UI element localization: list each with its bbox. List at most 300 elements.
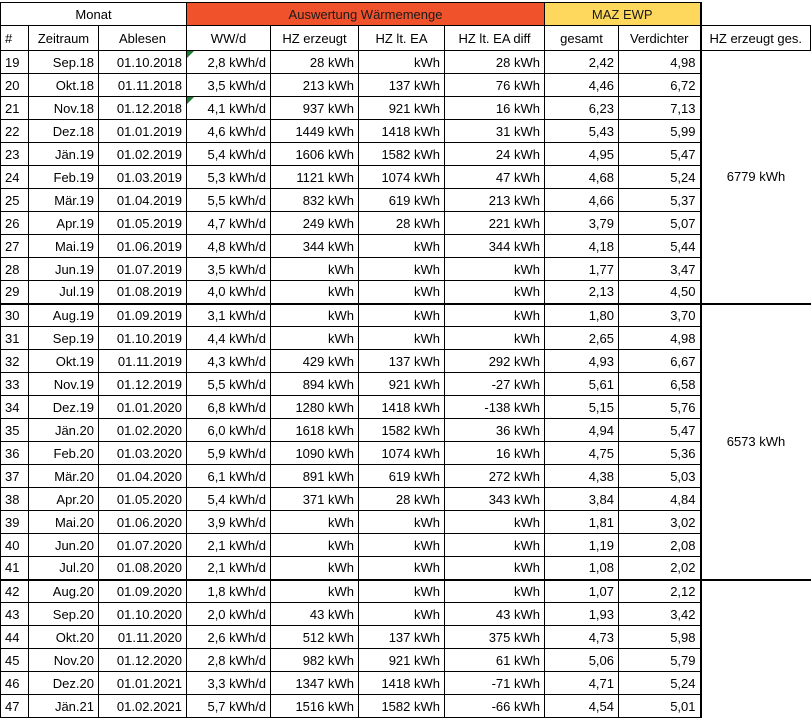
cell-ww[interactable]: 2,1 kWh/d — [187, 534, 271, 557]
cell-zeitraum[interactable]: Jul.19 — [29, 281, 99, 304]
cell-ww[interactable]: 6,8 kWh/d — [187, 396, 271, 419]
cell-hz[interactable]: kWh — [271, 557, 359, 580]
cell-nr[interactable]: 33 — [1, 373, 29, 396]
cell-hz[interactable]: kWh — [271, 580, 359, 603]
cell-hz[interactable]: 1090 kWh — [271, 442, 359, 465]
cell-ea[interactable]: 1418 kWh — [359, 672, 445, 695]
cell-verdichter[interactable]: 5,47 — [619, 419, 701, 442]
cell-ablesen[interactable]: 01.10.2020 — [99, 603, 187, 626]
cell-ea[interactable]: kWh — [359, 534, 445, 557]
cell-verdichter[interactable]: 2,02 — [619, 557, 701, 580]
table-row — [1, 350, 811, 373]
cell-nr[interactable]: 36 — [1, 442, 29, 465]
cell-diff[interactable]: 47 kWh — [445, 166, 545, 189]
cell-gesamt[interactable]: 1,81 — [545, 511, 619, 534]
cell-gesamt[interactable]: 6,23 — [545, 97, 619, 120]
cell-ww[interactable]: 5,4 kWh/d — [187, 488, 271, 511]
cell-ww[interactable]: 4,6 kWh/d — [187, 120, 271, 143]
cell-diff[interactable]: 24 kWh — [445, 143, 545, 166]
cell-diff[interactable]: kWh — [445, 258, 545, 281]
cell-gesamt[interactable]: 4,95 — [545, 143, 619, 166]
cell-nr[interactable]: 44 — [1, 626, 29, 649]
col-header-ablesen: Ablesen — [99, 26, 187, 51]
cell-diff[interactable]: kWh — [445, 534, 545, 557]
cell-hz[interactable]: 429 kWh — [271, 350, 359, 373]
cell-ablesen[interactable]: 01.02.2020 — [99, 419, 187, 442]
cell-hz[interactable]: 937 kWh — [271, 97, 359, 120]
cell-zeitraum[interactable]: Aug.19 — [29, 304, 99, 327]
cell-hz[interactable]: 1347 kWh — [271, 672, 359, 695]
cell-diff[interactable]: 76 kWh — [445, 74, 545, 97]
cell-diff[interactable]: 343 kWh — [445, 488, 545, 511]
cell-verdichter[interactable]: 6,67 — [619, 350, 701, 373]
cell-ablesen[interactable]: 01.07.2020 — [99, 534, 187, 557]
cell-verdichter[interactable]: 5,79 — [619, 649, 701, 672]
cell-ww[interactable]: 5,4 kWh/d — [187, 143, 271, 166]
cell-ea[interactable]: 921 kWh — [359, 97, 445, 120]
cell-verdichter[interactable]: 5,47 — [619, 143, 701, 166]
cell-zeitraum[interactable]: Sep.19 — [29, 327, 99, 350]
cell-ablesen[interactable]: 01.04.2019 — [99, 189, 187, 212]
table-row — [1, 258, 811, 281]
cell-verdichter[interactable]: 5,24 — [619, 166, 701, 189]
cell-nr[interactable]: 32 — [1, 350, 29, 373]
cell-nr[interactable]: 22 — [1, 120, 29, 143]
table-row — [1, 557, 811, 580]
cell-ablesen[interactable]: 01.01.2019 — [99, 120, 187, 143]
cell-ablesen[interactable]: 01.09.2019 — [99, 304, 187, 327]
cell-ablesen[interactable]: 01.11.2018 — [99, 74, 187, 97]
cell-hz[interactable]: 512 kWh — [271, 626, 359, 649]
col-header-zeitraum: Zeitraum — [29, 26, 99, 51]
cell-hz[interactable]: kWh — [271, 511, 359, 534]
cell-diff[interactable]: -27 kWh — [445, 373, 545, 396]
cell-nr[interactable]: 37 — [1, 465, 29, 488]
table-row — [1, 74, 811, 97]
heat-data-table — [0, 2, 811, 718]
cell-verdichter[interactable]: 3,70 — [619, 304, 701, 327]
cell-hz[interactable]: 249 kWh — [271, 212, 359, 235]
cell-ablesen[interactable]: 01.06.2019 — [99, 235, 187, 258]
cell-zeitraum[interactable]: Sep.18 — [29, 51, 99, 74]
cell-ablesen[interactable]: 01.12.2020 — [99, 649, 187, 672]
cell-verdichter[interactable]: 5,99 — [619, 120, 701, 143]
cell-diff[interactable]: kWh — [445, 327, 545, 350]
cell-ww[interactable]: 2,0 kWh/d — [187, 603, 271, 626]
cell-zeitraum[interactable]: Jän.19 — [29, 143, 99, 166]
table-row — [1, 51, 811, 74]
cell-nr[interactable]: 25 — [1, 189, 29, 212]
cell-gesamt[interactable]: 1,19 — [545, 534, 619, 557]
cell-ablesen[interactable]: 01.02.2021 — [99, 695, 187, 718]
cell-diff[interactable]: 28 kWh — [445, 51, 545, 74]
cell-ea[interactable]: 28 kWh — [359, 212, 445, 235]
cell-zeitraum[interactable]: Apr.19 — [29, 212, 99, 235]
total-year-2: 6573 kWh — [701, 304, 811, 580]
cell-hz[interactable]: kWh — [271, 304, 359, 327]
cell-zeitraum[interactable]: Okt.18 — [29, 74, 99, 97]
cell-ww[interactable]: 4,1 kWh/d — [187, 97, 271, 120]
cell-zeitraum[interactable]: Jän.21 — [29, 695, 99, 718]
cell-zeitraum[interactable]: Feb.20 — [29, 442, 99, 465]
cell-hz[interactable]: 891 kWh — [271, 465, 359, 488]
cell-nr[interactable]: 28 — [1, 258, 29, 281]
cell-diff[interactable]: 344 kWh — [445, 235, 545, 258]
cell-ablesen[interactable]: 01.01.2021 — [99, 672, 187, 695]
cell-zeitraum[interactable]: Aug.20 — [29, 580, 99, 603]
cell-ea[interactable]: 619 kWh — [359, 465, 445, 488]
cell-ww[interactable]: 5,5 kWh/d — [187, 373, 271, 396]
cell-ww[interactable]: 4,8 kWh/d — [187, 235, 271, 258]
cell-ea[interactable]: kWh — [359, 281, 445, 304]
cell-ea[interactable]: 1074 kWh — [359, 166, 445, 189]
cell-ww[interactable]: 2,8 kWh/d — [187, 51, 271, 74]
cell-ea[interactable]: kWh — [359, 580, 445, 603]
table-row — [1, 304, 811, 327]
cell-hz[interactable]: 894 kWh — [271, 373, 359, 396]
cell-hz[interactable]: kWh — [271, 327, 359, 350]
cell-ea[interactable]: kWh — [359, 557, 445, 580]
cell-ablesen[interactable]: 01.12.2019 — [99, 373, 187, 396]
cell-gesamt[interactable]: 2,42 — [545, 51, 619, 74]
cell-nr[interactable]: 30 — [1, 304, 29, 327]
cell-gesamt[interactable]: 4,66 — [545, 189, 619, 212]
cell-ww[interactable]: 2,6 kWh/d — [187, 626, 271, 649]
cell-nr[interactable]: 47 — [1, 695, 29, 718]
cell-zeitraum[interactable]: Okt.19 — [29, 350, 99, 373]
cell-verdichter[interactable]: 4,50 — [619, 281, 701, 304]
cell-ablesen[interactable]: 01.04.2020 — [99, 465, 187, 488]
cell-verdichter[interactable]: 5,44 — [619, 235, 701, 258]
table-row — [1, 465, 811, 488]
cell-diff[interactable]: 213 kWh — [445, 189, 545, 212]
cell-gesamt[interactable]: 5,61 — [545, 373, 619, 396]
cell-verdichter[interactable]: 5,37 — [619, 189, 701, 212]
table-row — [1, 534, 811, 557]
cell-ea[interactable]: kWh — [359, 235, 445, 258]
cell-ablesen[interactable]: 01.11.2020 — [99, 626, 187, 649]
cell-ea[interactable]: kWh — [359, 327, 445, 350]
cell-gesamt[interactable]: 1,80 — [545, 304, 619, 327]
cell-diff[interactable]: kWh — [445, 281, 545, 304]
cell-zeitraum[interactable]: Sep.20 — [29, 603, 99, 626]
cell-nr[interactable]: 31 — [1, 327, 29, 350]
header-maz: MAZ EWP — [545, 3, 701, 26]
cell-gesamt[interactable]: 1,08 — [545, 557, 619, 580]
table-row — [1, 695, 811, 718]
cell-hz[interactable]: 1516 kWh — [271, 695, 359, 718]
cell-gesamt[interactable]: 4,93 — [545, 350, 619, 373]
cell-ablesen[interactable]: 01.09.2020 — [99, 580, 187, 603]
cell-ea[interactable]: 1582 kWh — [359, 419, 445, 442]
cell-hz[interactable]: 1618 kWh — [271, 419, 359, 442]
cell-gesamt[interactable]: 5,06 — [545, 649, 619, 672]
cell-gesamt[interactable]: 5,15 — [545, 396, 619, 419]
cell-verdichter[interactable]: 4,98 — [619, 51, 701, 74]
cell-zeitraum[interactable]: Jän.20 — [29, 419, 99, 442]
cell-ww[interactable]: 6,0 kWh/d — [187, 419, 271, 442]
cell-hz[interactable]: 1449 kWh — [271, 120, 359, 143]
cell-gesamt[interactable]: 4,94 — [545, 419, 619, 442]
cell-zeitraum[interactable]: Apr.20 — [29, 488, 99, 511]
table-row — [1, 235, 811, 258]
cell-verdichter[interactable]: 3,42 — [619, 603, 701, 626]
cell-ww[interactable]: 4,4 kWh/d — [187, 327, 271, 350]
cell-hz[interactable]: 1121 kWh — [271, 166, 359, 189]
cell-verdichter[interactable]: 3,02 — [619, 511, 701, 534]
table-row — [1, 672, 811, 695]
cell-hz[interactable]: kWh — [271, 281, 359, 304]
cell-verdichter[interactable]: 4,98 — [619, 327, 701, 350]
cell-verdichter[interactable]: 7,13 — [619, 97, 701, 120]
cell-ww[interactable]: 4,0 kWh/d — [187, 281, 271, 304]
cell-ablesen[interactable]: 01.02.2019 — [99, 143, 187, 166]
cell-diff[interactable]: 221 kWh — [445, 212, 545, 235]
cell-nr[interactable]: 24 — [1, 166, 29, 189]
cell-hz[interactable]: 344 kWh — [271, 235, 359, 258]
cell-gesamt[interactable]: 1,07 — [545, 580, 619, 603]
cell-nr[interactable]: 27 — [1, 235, 29, 258]
table-row — [1, 212, 811, 235]
cell-ea[interactable]: 137 kWh — [359, 74, 445, 97]
col-header-hz-erzeugt: HZ erzeugt — [271, 26, 359, 51]
cell-zeitraum[interactable]: Feb.19 — [29, 166, 99, 189]
cell-zeitraum[interactable]: Jul.20 — [29, 557, 99, 580]
col-header-nr: # — [1, 26, 29, 51]
cell-hz[interactable]: 1280 kWh — [271, 396, 359, 419]
cell-ablesen[interactable]: 01.11.2019 — [99, 350, 187, 373]
cell-diff[interactable]: -138 kWh — [445, 396, 545, 419]
cell-nr[interactable]: 23 — [1, 143, 29, 166]
cell-verdichter[interactable]: 2,12 — [619, 580, 701, 603]
cell-diff[interactable]: kWh — [445, 511, 545, 534]
cell-nr[interactable]: 42 — [1, 580, 29, 603]
col-header-ww: WW/d — [187, 26, 271, 51]
cell-nr[interactable]: 40 — [1, 534, 29, 557]
table-row — [1, 396, 811, 419]
cell-diff[interactable]: -71 kWh — [445, 672, 545, 695]
cell-zeitraum[interactable]: Dez.20 — [29, 672, 99, 695]
col-header-hz-ges: HZ erzeugt ges. — [701, 26, 811, 51]
cell-ea[interactable]: 1582 kWh — [359, 143, 445, 166]
cell-ablesen[interactable]: 01.06.2020 — [99, 511, 187, 534]
cell-ablesen[interactable]: 01.08.2020 — [99, 557, 187, 580]
cell-gesamt[interactable]: 5,43 — [545, 120, 619, 143]
cell-diff[interactable]: -66 kWh — [445, 695, 545, 718]
cell-ww[interactable]: 1,8 kWh/d — [187, 580, 271, 603]
cell-ablesen[interactable]: 01.08.2019 — [99, 281, 187, 304]
cell-nr[interactable]: 26 — [1, 212, 29, 235]
cell-diff[interactable]: 375 kWh — [445, 626, 545, 649]
cell-verdichter[interactable]: 5,76 — [619, 396, 701, 419]
cell-nr[interactable]: 34 — [1, 396, 29, 419]
cell-hz[interactable]: 832 kWh — [271, 189, 359, 212]
cell-verdichter[interactable]: 5,01 — [619, 695, 701, 718]
cell-nr[interactable]: 20 — [1, 74, 29, 97]
cell-diff[interactable]: 43 kWh — [445, 603, 545, 626]
cell-hz[interactable]: 1606 kWh — [271, 143, 359, 166]
table-row — [1, 603, 811, 626]
cell-ww[interactable]: 4,3 kWh/d — [187, 350, 271, 373]
cell-ww[interactable]: 3,5 kWh/d — [187, 74, 271, 97]
cell-verdichter[interactable]: 5,24 — [619, 672, 701, 695]
cell-diff[interactable]: 36 kWh — [445, 419, 545, 442]
cell-zeitraum[interactable]: Nov.18 — [29, 97, 99, 120]
cell-ablesen[interactable]: 01.05.2020 — [99, 488, 187, 511]
cell-zeitraum[interactable]: Dez.18 — [29, 120, 99, 143]
cell-ea[interactable]: 1418 kWh — [359, 120, 445, 143]
cell-diff[interactable]: 61 kWh — [445, 649, 545, 672]
cell-diff[interactable]: 16 kWh — [445, 442, 545, 465]
cell-diff[interactable]: 272 kWh — [445, 465, 545, 488]
cell-gesamt[interactable]: 4,75 — [545, 442, 619, 465]
cell-nr[interactable]: 41 — [1, 557, 29, 580]
table-row — [1, 373, 811, 396]
cell-verdichter[interactable]: 3,47 — [619, 258, 701, 281]
cell-nr[interactable]: 35 — [1, 419, 29, 442]
cell-hz[interactable]: 43 kWh — [271, 603, 359, 626]
table-row — [1, 419, 811, 442]
cell-diff[interactable]: kWh — [445, 580, 545, 603]
cell-gesamt[interactable]: 2,13 — [545, 281, 619, 304]
cell-verdichter[interactable]: 6,72 — [619, 74, 701, 97]
cell-diff[interactable]: 16 kWh — [445, 97, 545, 120]
cell-gesamt[interactable]: 4,54 — [545, 695, 619, 718]
cell-diff[interactable]: kWh — [445, 304, 545, 327]
cell-diff[interactable]: 31 kWh — [445, 120, 545, 143]
cell-nr[interactable]: 46 — [1, 672, 29, 695]
cell-zeitraum[interactable]: Mär.20 — [29, 465, 99, 488]
cell-hz[interactable]: 28 kWh — [271, 51, 359, 74]
cell-ablesen[interactable]: 01.01.2020 — [99, 396, 187, 419]
cell-hz[interactable]: 371 kWh — [271, 488, 359, 511]
table-row — [1, 143, 811, 166]
col-header-hz-diff: HZ lt. EA diff — [445, 26, 545, 51]
table-row — [1, 488, 811, 511]
cell-gesamt[interactable]: 4,18 — [545, 235, 619, 258]
cell-ww[interactable]: 5,3 kWh/d — [187, 166, 271, 189]
cell-ablesen[interactable]: 01.03.2020 — [99, 442, 187, 465]
cell-zeitraum[interactable]: Mär.19 — [29, 189, 99, 212]
table-row — [1, 189, 811, 212]
cell-nr[interactable]: 21 — [1, 97, 29, 120]
cell-ea[interactable]: 619 kWh — [359, 189, 445, 212]
table-row — [1, 626, 811, 649]
cell-ablesen[interactable]: 01.07.2019 — [99, 258, 187, 281]
cell-ablesen[interactable]: 01.05.2019 — [99, 212, 187, 235]
cell-gesamt[interactable]: 4,71 — [545, 672, 619, 695]
cell-ea[interactable]: 28 kWh — [359, 488, 445, 511]
cell-hz[interactable]: 982 kWh — [271, 649, 359, 672]
cell-ablesen[interactable]: 01.10.2018 — [99, 51, 187, 74]
cell-verdichter[interactable]: 4,84 — [619, 488, 701, 511]
cell-gesamt[interactable]: 4,73 — [545, 626, 619, 649]
cell-verdichter[interactable]: 2,08 — [619, 534, 701, 557]
cell-zeitraum[interactable]: Nov.20 — [29, 649, 99, 672]
table-row — [1, 511, 811, 534]
cell-ww[interactable]: 5,9 kWh/d — [187, 442, 271, 465]
cell-ea[interactable]: 921 kWh — [359, 649, 445, 672]
cell-hz[interactable]: kWh — [271, 534, 359, 557]
cell-gesamt[interactable]: 3,79 — [545, 212, 619, 235]
cell-gesamt[interactable]: 2,65 — [545, 327, 619, 350]
cell-zeitraum[interactable]: Jun.19 — [29, 258, 99, 281]
cell-diff[interactable]: kWh — [445, 557, 545, 580]
cell-gesamt[interactable]: 4,46 — [545, 74, 619, 97]
cell-diff[interactable]: 292 kWh — [445, 350, 545, 373]
total-year-3-empty — [701, 580, 811, 718]
cell-gesamt[interactable]: 4,38 — [545, 465, 619, 488]
cell-ww[interactable]: 5,5 kWh/d — [187, 189, 271, 212]
cell-nr[interactable]: 29 — [1, 281, 29, 304]
table-row — [1, 120, 811, 143]
cell-hz[interactable]: kWh — [271, 258, 359, 281]
cell-ea[interactable]: 921 kWh — [359, 373, 445, 396]
cell-ww[interactable]: 3,1 kWh/d — [187, 304, 271, 327]
cell-gesamt[interactable]: 3,84 — [545, 488, 619, 511]
cell-ea[interactable]: 1074 kWh — [359, 442, 445, 465]
cell-ea[interactable]: kWh — [359, 511, 445, 534]
cell-ea[interactable]: 137 kWh — [359, 626, 445, 649]
col-header-gesamt: gesamt — [545, 26, 619, 51]
header-auswertung: Auswertung Wärmemenge — [187, 3, 545, 26]
cell-zeitraum[interactable]: Jun.20 — [29, 534, 99, 557]
cell-zeitraum[interactable]: Nov.19 — [29, 373, 99, 396]
table-row — [1, 97, 811, 120]
cell-ww[interactable]: 2,8 kWh/d — [187, 649, 271, 672]
cell-ea[interactable]: kWh — [359, 603, 445, 626]
cell-ablesen[interactable]: 01.03.2019 — [99, 166, 187, 189]
col-header-verdichter: Verdichter — [619, 26, 701, 51]
cell-zeitraum[interactable]: Mai.19 — [29, 235, 99, 258]
cell-ww[interactable]: 5,7 kWh/d — [187, 695, 271, 718]
cell-ea[interactable]: kWh — [359, 258, 445, 281]
cell-verdichter[interactable]: 5,98 — [619, 626, 701, 649]
cell-ea[interactable]: 137 kWh — [359, 350, 445, 373]
cell-zeitraum[interactable]: Okt.20 — [29, 626, 99, 649]
cell-verdichter[interactable]: 5,07 — [619, 212, 701, 235]
cell-ww[interactable]: 6,1 kWh/d — [187, 465, 271, 488]
cell-hz[interactable]: 213 kWh — [271, 74, 359, 97]
cell-ablesen[interactable]: 01.10.2019 — [99, 327, 187, 350]
col-header-hz-ea: HZ lt. EA — [359, 26, 445, 51]
cell-nr[interactable]: 39 — [1, 511, 29, 534]
cell-ablesen[interactable]: 01.12.2018 — [99, 97, 187, 120]
cell-ea[interactable]: kWh — [359, 51, 445, 74]
cell-verdichter[interactable]: 5,03 — [619, 465, 701, 488]
cell-zeitraum[interactable]: Mai.20 — [29, 511, 99, 534]
cell-nr[interactable]: 45 — [1, 649, 29, 672]
cell-ww[interactable]: 3,5 kWh/d — [187, 258, 271, 281]
cell-ea[interactable]: 1418 kWh — [359, 396, 445, 419]
cell-ea[interactable]: kWh — [359, 304, 445, 327]
cell-nr[interactable]: 43 — [1, 603, 29, 626]
cell-ww[interactable]: 2,1 kWh/d — [187, 557, 271, 580]
cell-nr[interactable]: 19 — [1, 51, 29, 74]
cell-nr[interactable]: 38 — [1, 488, 29, 511]
cell-gesamt[interactable]: 1,77 — [545, 258, 619, 281]
cell-verdichter[interactable]: 5,36 — [619, 442, 701, 465]
cell-gesamt[interactable]: 4,68 — [545, 166, 619, 189]
cell-verdichter[interactable]: 6,58 — [619, 373, 701, 396]
cell-ww[interactable]: 3,3 kWh/d — [187, 672, 271, 695]
table-row — [1, 166, 811, 189]
cell-ww[interactable]: 4,7 kWh/d — [187, 212, 271, 235]
cell-ea[interactable]: 1582 kWh — [359, 695, 445, 718]
cell-zeitraum[interactable]: Dez.19 — [29, 396, 99, 419]
cell-gesamt[interactable]: 1,93 — [545, 603, 619, 626]
cell-ww[interactable]: 3,9 kWh/d — [187, 511, 271, 534]
